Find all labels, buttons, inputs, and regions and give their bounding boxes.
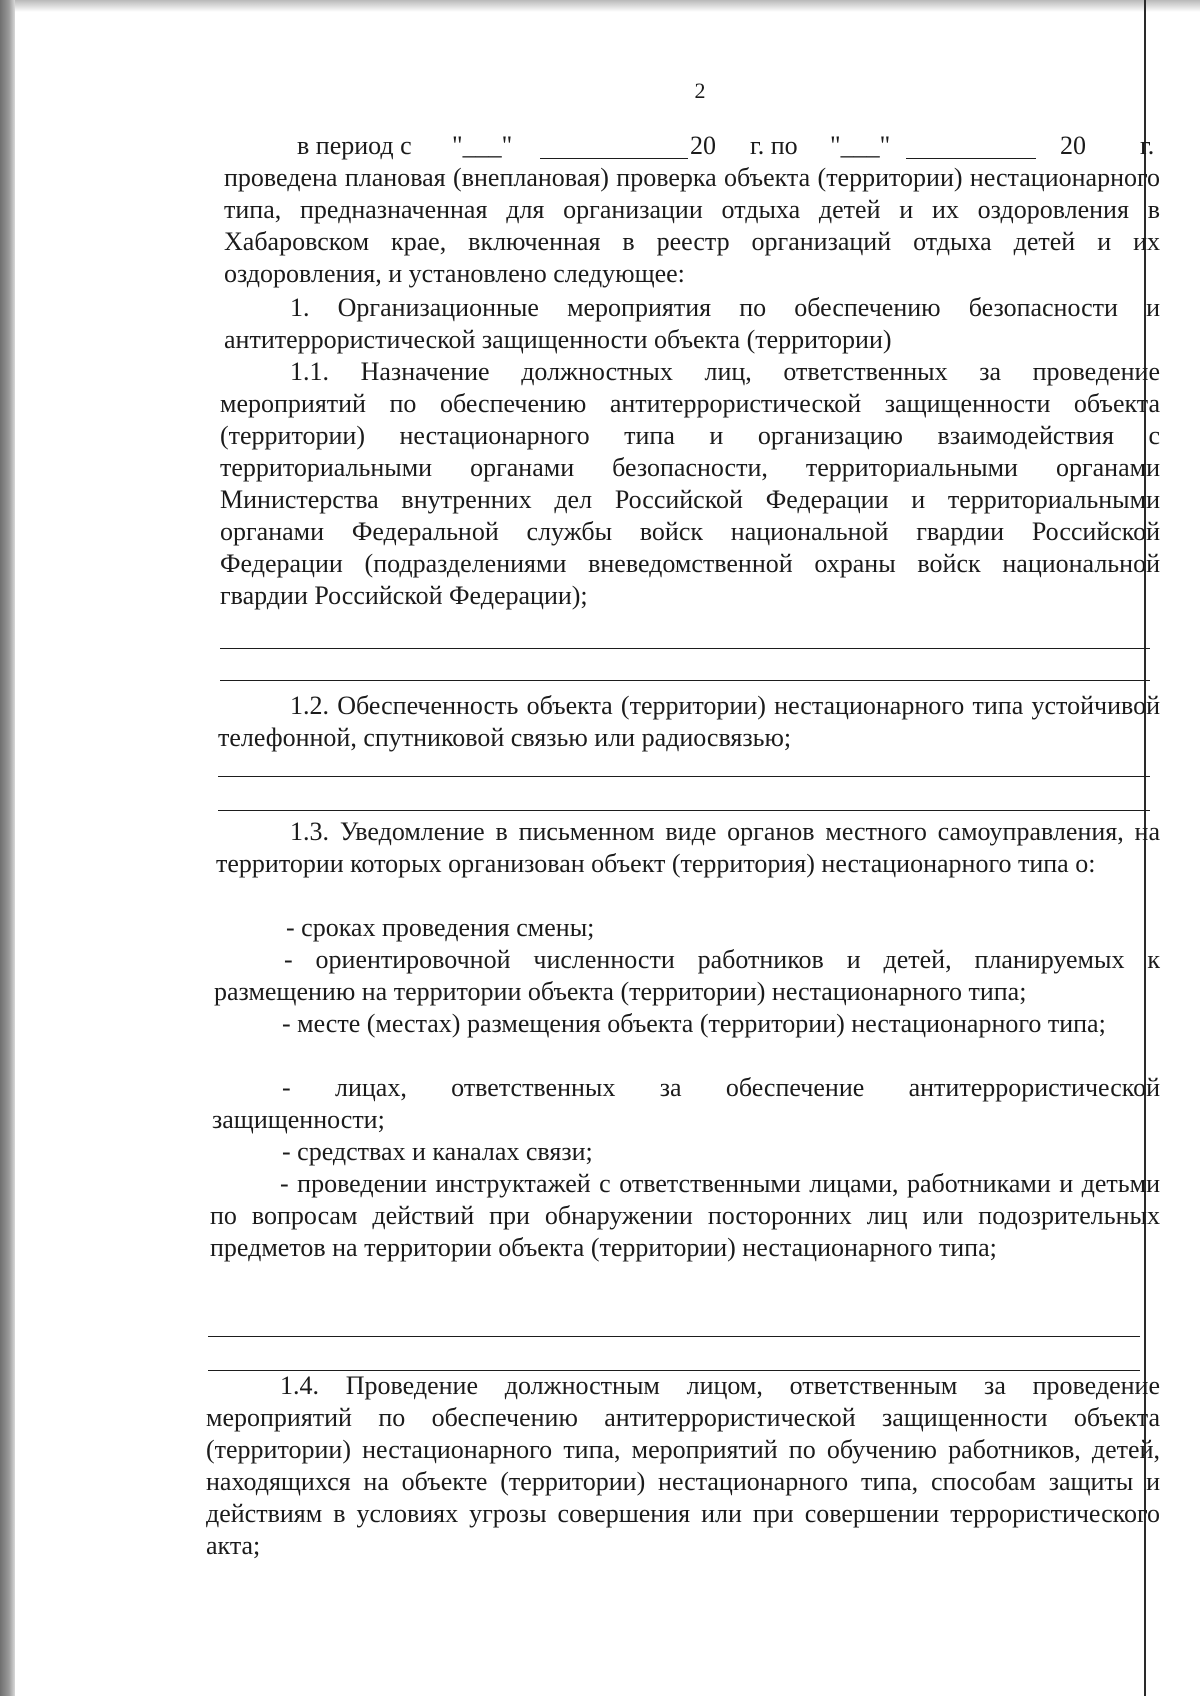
answer-line-1-2-b: [218, 810, 1150, 811]
page-number: 2: [694, 78, 706, 103]
period-day-to: "___": [830, 131, 891, 160]
section-1-2-paragraph: 1.2. Обеспеченность объекта (территории) нестационарного типа устойчивой телефонной, спутниковой связью или радиосвязью;: [218, 691, 1160, 752]
period-year-prefix-to: 20: [1060, 131, 1086, 160]
section-1-4-paragraph: 1.4. Проведение должностным лицом, ответственным за проведение мероприятий по обеспечению антитеррористической защищенности объекта (территории) нестационарного типа, мероприятий по обучению работников, детей, находящихся на объекте (территории) нестационарного типа, способам защиты и действиям в условиях угрозы совершения или при совершении террористического акта;: [206, 1371, 1160, 1560]
period-from-label: в период с: [297, 131, 412, 160]
answer-line-1-2-a: [218, 776, 1150, 777]
period-month-to-blank: [906, 130, 1036, 159]
section-1-heading: 1. Организационные мероприятия по обеспечению безопасности и антитеррористической защищенности объекта (территории): [224, 293, 1160, 354]
section-1-3-item-6: - проведении инструктажей с ответственными лицами, работниками и детьми по вопросам действий при обнаружении посторонних лиц или подозрительных предметов на территории объекта (территории) нестационарного типа;: [210, 1169, 1160, 1262]
period-to-label: г. по: [750, 131, 798, 160]
period-year-suffix-to: г.: [1140, 131, 1155, 160]
section-1-3-paragraph: 1.3. Уведомление в письменном виде органов местного самоуправления, на территории которых организован объект (территория) нестационарного типа о:: [216, 817, 1160, 878]
section-1-3-item-1: - сроках проведения смены;: [286, 913, 595, 942]
answer-line-1-1-a: [220, 648, 1150, 649]
period-month-from-blank: [540, 130, 688, 159]
section-1-1-paragraph: 1.1. Назначение должностных лиц, ответственных за проведение мероприятий по обеспечению антитеррористической защищенности объекта (территории) нестационарного типа и организацию взаимодействия с территориальными органами безопасности, территориальными органами Министерства внутренних дел Российской Федерации и территориальными органами Федеральной службы войск национальной гвардии Российской Федерации (подразделениями вневедомственной охраны войск национальной гвардии Российской Федерации);: [220, 357, 1160, 610]
section-1-3-item-3: - месте (местах) размещения объекта (территории) нестационарного типа;: [282, 1009, 1106, 1038]
scan-top-shadow: [0, 0, 1200, 12]
scan-left-shadow: [0, 0, 15, 1696]
answer-line-1-3-a: [208, 1336, 1140, 1337]
period-day-from: "___": [452, 131, 513, 160]
intro-paragraph: проведена плановая (внеплановая) проверка объекта (территории) нестационарного типа, предназначенная для организации отдыха детей и их оздоровления в Хабаровском крае, включенная в реестр организаций отдыха детей и их оздоровления, и установлено следующее:: [224, 163, 1160, 288]
answer-line-1-1-b: [220, 680, 1150, 681]
period-year-prefix-from: 20: [690, 131, 716, 160]
section-1-3-item-4: - лицах, ответственных за обеспечение антитеррористической защищенности;: [212, 1073, 1160, 1134]
section-1-3-item-5: - средствах и каналах связи;: [282, 1137, 593, 1166]
section-1-3-item-2: - ориентировочной численности работников и детей, планируемых к размещению на территории объекта (территории) нестационарного типа;: [214, 945, 1160, 1006]
